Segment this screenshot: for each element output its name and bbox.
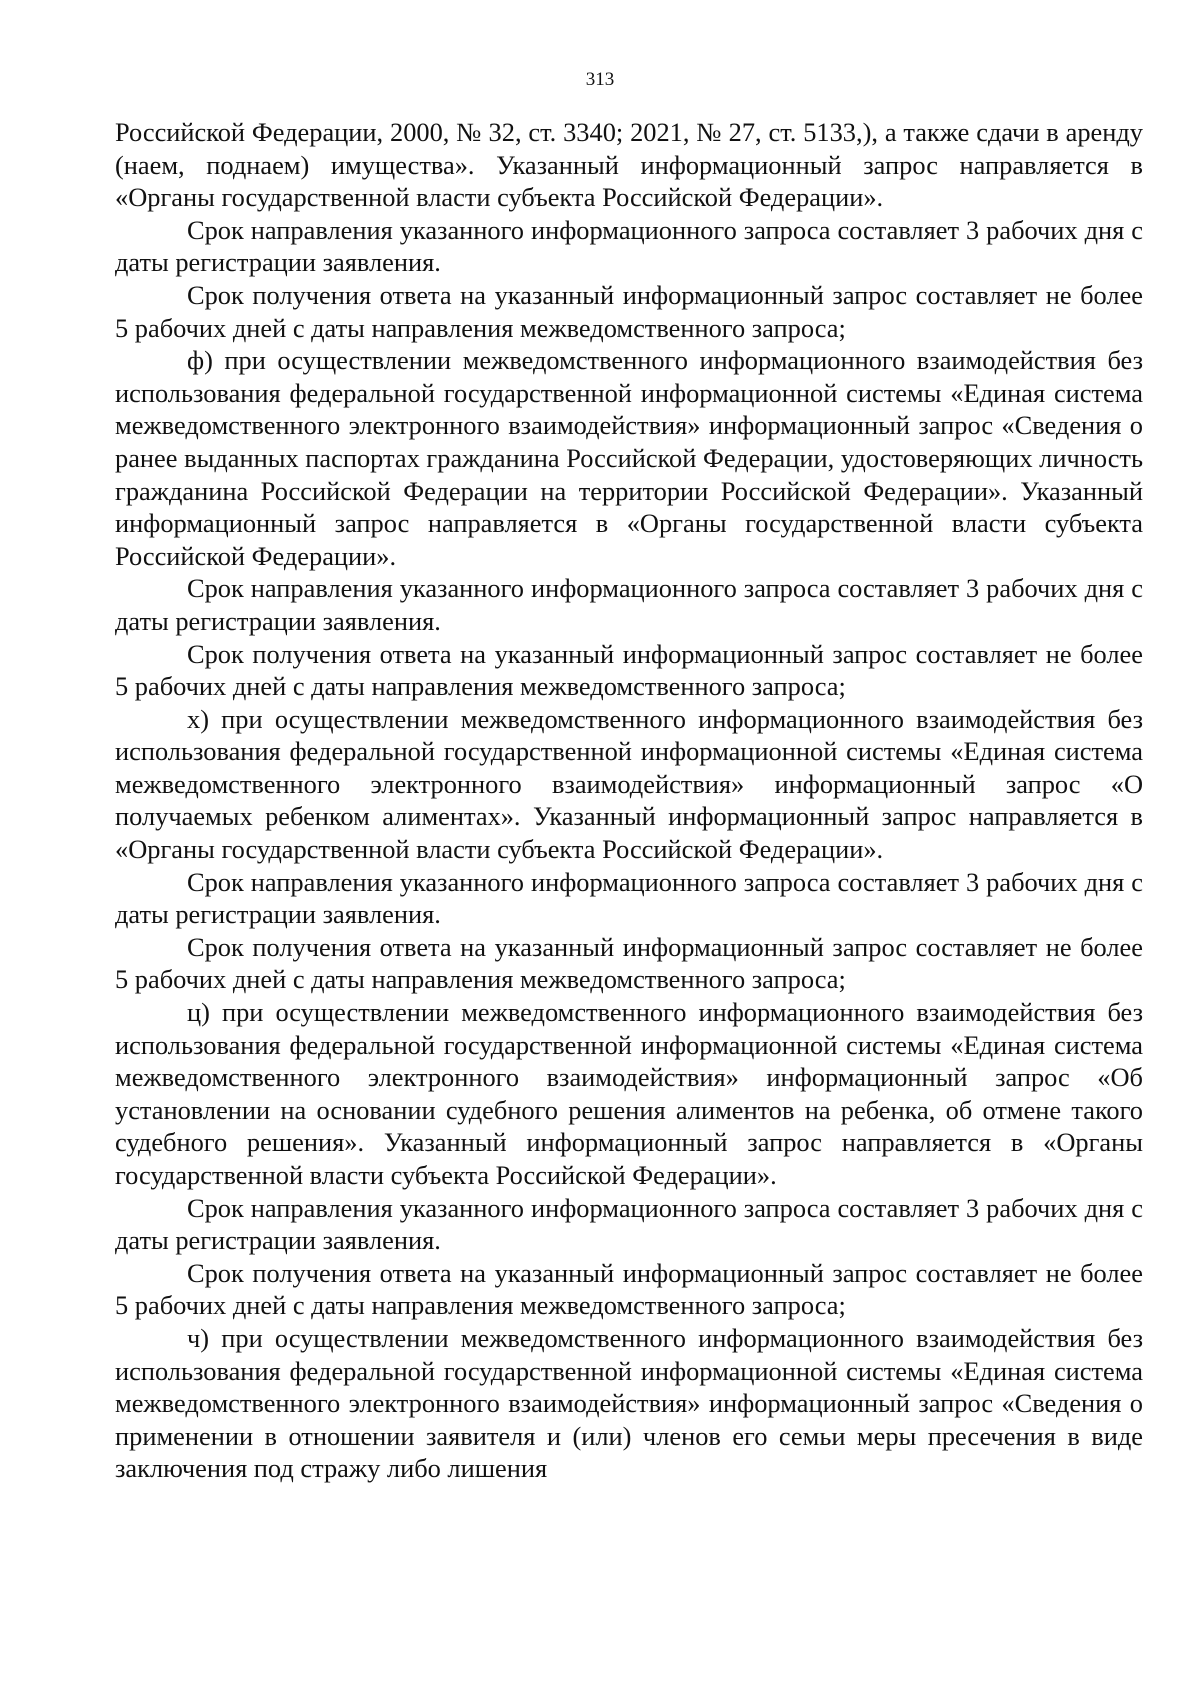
document-body [115, 116, 1143, 1485]
paragraph-item-ts: ц) при осуществлении межведомственного информационного взаимодействия без использования федеральной государственной информационной системы «Единая система межведомственного электронного взаимодействия» информационный запрос «Об установлении на основании судебного решения алиментов на ребенка, об отмене такого судебного решения». Указанный информационный запрос направляется в «Органы государственной власти субъекта Российской Федерации». [115, 997, 1143, 1190]
paragraph-item-ch: ч) при осуществлении межведомственного информационного взаимодействия без использования федеральной государственной информационной системы «Единая система межведомственного электронного взаимодействия» информационный запрос «Сведения о применении в отношении заявителя и (или) членов его семьи меры пресечения в виде заключения под стражу либо лишения [115, 1322, 1143, 1484]
paragraph-deadline-send: Срок направления указанного информационного запроса составляет 3 рабочих дня с даты регистрации заявления. [115, 214, 1143, 278]
paragraph-deadline-response: Срок получения ответа на указанный информационный запрос составляет не более 5 рабочих дней с даты направления межведомственного запроса; [115, 638, 1143, 702]
paragraph-deadline-send: Срок направления указанного информационного запроса составляет 3 рабочих дня с даты регистрации заявления. [115, 1192, 1143, 1256]
paragraph-item-kh: х) при осуществлении межведомственного информационного взаимодействия без использования федеральной государственной информационной системы «Единая система межведомственного электронного взаимодействия» информационный запрос «О получаемых ребенком алиментах». Указанный информационный запрос направляется в «Органы государственной власти субъекта Российской Федерации». [115, 703, 1143, 865]
page-number: 313 [585, 69, 615, 90]
paragraph-deadline-response: Срок получения ответа на указанный информационный запрос составляет не более 5 рабочих дней с даты направления межведомственного запроса; [115, 279, 1143, 343]
paragraph-deadline-response: Срок получения ответа на указанный информационный запрос составляет не более 5 рабочих дней с даты направления межведомственного запроса; [115, 1257, 1143, 1321]
paragraph-deadline-send: Срок направления указанного информационного запроса составляет 3 рабочих дня с даты регистрации заявления. [115, 866, 1143, 930]
paragraph-continuation: Российской Федерации, 2000, № 32, ст. 3340; 2021, № 27, ст. 5133,), а также сдачи в аренду (наем, поднаем) имущества». Указанный информационный запрос направляется в «Органы государственной власти субъекта Российской Федерации». [115, 117, 1143, 213]
paragraph-deadline-send: Срок направления указанного информационного запроса составляет 3 рабочих дня с даты регистрации заявления. [115, 573, 1143, 636]
paragraph-deadline-response: Срок получения ответа на указанный информационный запрос составляет не более 5 рабочих дней с даты направления межведомственного запроса; [115, 931, 1143, 995]
paragraph-item-f: ф) при осуществлении межведомственного информационного взаимодействия без использования федеральной государственной информационной системы «Единая система межведомственного электронного взаимодействия» информационный запрос «Сведения о ранее выданных паспортах гражданина Российской Федерации, удостоверяющих личность гражданина Российской Федерации на территории Российской Федерации». Указанный информационный запрос направляется в «Органы государственной власти субъекта Российской Федерации». [115, 345, 1143, 571]
